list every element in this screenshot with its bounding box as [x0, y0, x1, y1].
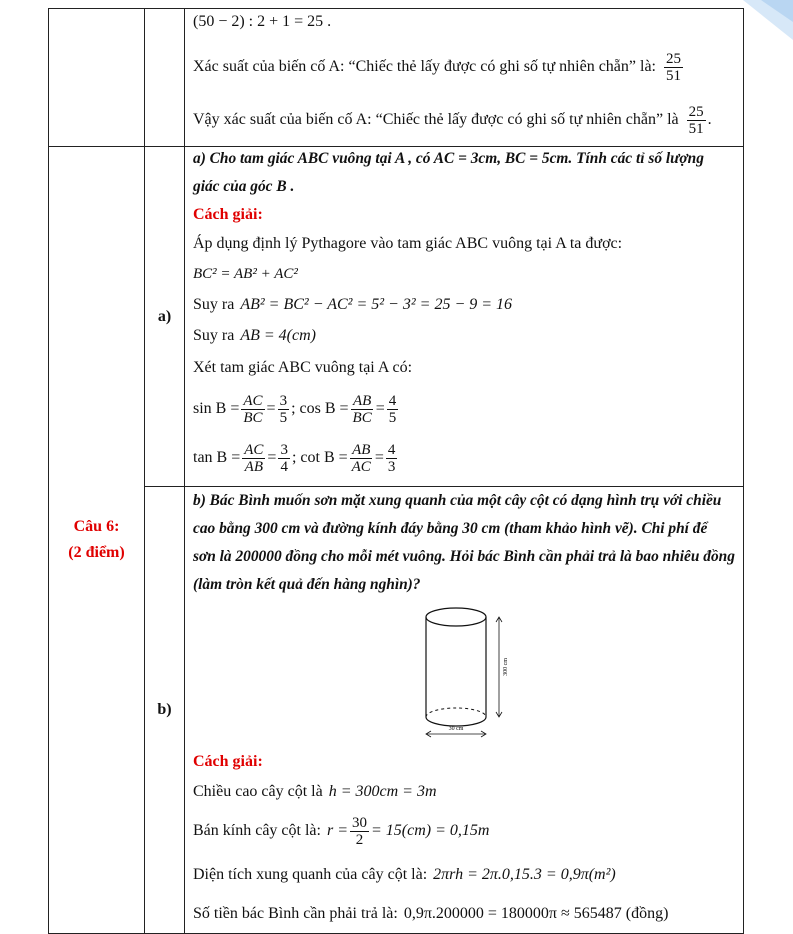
- question-text: giác của góc B .: [193, 178, 295, 195]
- table-row: [49, 147, 744, 487]
- sin-cos-line: sin B = $\frac{AC}{BC}$ = $\frac{3}{5}$ ; cos B = $\frac{AB}{BC}$ = $\frac{4}{5}$: [193, 392, 397, 426]
- question-text: cao bằng 300 cm và đường kính đáy bằng 30 cm (tham khảo hình vẽ). Chi phí để: [193, 520, 708, 537]
- part-a-cell: [185, 147, 744, 487]
- fraction: $\frac{4}{3}$: [387, 441, 396, 475]
- formula-line: BC² = AB² + AC²: [193, 265, 298, 282]
- fraction: $\frac{AB}{AC}$: [351, 441, 371, 475]
- solution-line: Suy ra AB = 4(cm): [193, 327, 316, 344]
- probability-line: Xác suất của biến cố A: “Chiếc thẻ lấy được có ghi số tự nhiên chẵn” là: $\frac{25}{51}$: [193, 50, 681, 84]
- fraction: $\frac{4}{5}$: [388, 392, 397, 426]
- question-text: b) Bác Bình muốn sơn mặt xung quanh của một cây cột có dạng hình trụ với chiều: [193, 492, 722, 509]
- solution-table: [48, 8, 744, 934]
- solution-line: Suy ra AB² = BC² − AC² = 5² − 3² = 25 − 9 = 16: [193, 296, 513, 313]
- cylinder-figure: [193, 599, 739, 747]
- question-text: a) Cho tam giác ABC vuông tại A , có AC = 3cm, BC = 5cm. Tính các tỉ số lượng: [193, 150, 704, 167]
- cylinder-diagram: [411, 599, 541, 747]
- table-row: [49, 9, 744, 147]
- conclusion-line: Vậy xác suất của biến cố A: “Chiếc thẻ lấy được có ghi số tự nhiên chẵn” là $\frac{25}{51}$ .: [193, 103, 712, 137]
- fraction: $\frac{3}{4}$: [280, 441, 288, 475]
- fraction: $\frac{25}{51}$: [665, 50, 681, 84]
- fraction: $\frac{AC}{AB}$: [244, 441, 264, 475]
- fraction: $\frac{AB}{BC}$: [352, 392, 372, 426]
- calc-line: (50 − 2) : 2 + 1 = 25 .: [193, 13, 332, 30]
- continuation-cell: [185, 9, 744, 147]
- fraction: $\frac{AC}{BC}$: [243, 392, 263, 426]
- solution-line: Số tiền bác Bình cần phải trả là: 0,9π.200000 = 180000π ≈ 565487 (đồng): [193, 905, 669, 922]
- solution-line: Bán kính cây cột là: r = $\frac{30}{2}$ = 15(cm) = 0,15m: [193, 814, 490, 848]
- question-number: Câu 6:: [73, 518, 120, 535]
- part-a-label: a): [145, 147, 185, 487]
- table-row: [49, 487, 744, 934]
- solution-line: Chiều cao cây cột là h = 300cm = 3m: [193, 783, 437, 800]
- fraction: $\frac{25}{51}$: [688, 103, 704, 137]
- height-label: 300 cm: [503, 658, 509, 676]
- question-points: (2 điểm): [68, 544, 125, 561]
- diameter-label: 30 cm: [448, 726, 464, 732]
- part-b-cell: [185, 487, 744, 934]
- fraction: $\frac{3}{5}$: [279, 392, 288, 426]
- method-heading: Cách giải:: [193, 206, 263, 223]
- question-text: (làm tròn kết quả đến hàng nghìn)?: [193, 576, 421, 593]
- question-text: sơn là 200000 đồng cho mỗi mét vuông. Hỏi bác Bình cần phải trả là bao nhiêu đồng: [193, 548, 735, 565]
- solution-line: Diện tích xung quanh của cây cột là: 2πrh = 2π.0,15.3 = 0,9π(m²): [193, 866, 616, 883]
- question-label-cell: [49, 147, 145, 934]
- method-heading: Cách giải:: [193, 753, 263, 770]
- solution-line: Xét tam giác ABC vuông tại A có:: [193, 359, 413, 376]
- fraction: $\frac{30}{2}$: [352, 814, 367, 848]
- solution-line: Áp dụng định lý Pythagore vào tam giác ABC vuông tại A ta được:: [193, 235, 623, 252]
- part-b-label: b): [145, 487, 185, 934]
- tan-cot-line: tan B = $\frac{AC}{AB}$ = $\frac{3}{4}$ ; cot B = $\frac{AB}{AC}$ = $\frac{4}{3}$: [193, 441, 396, 475]
